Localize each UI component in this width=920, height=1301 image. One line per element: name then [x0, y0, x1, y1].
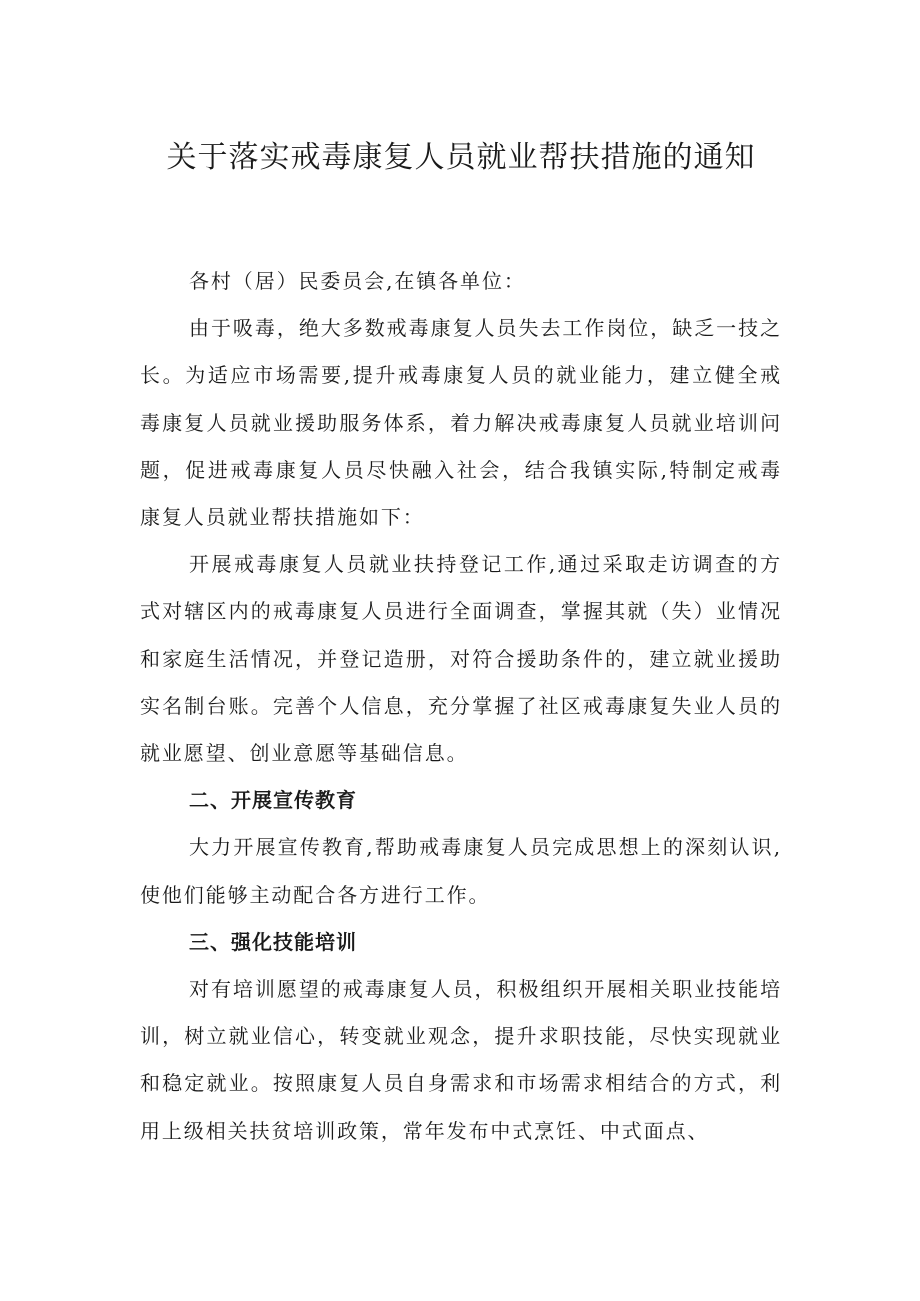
- document-body: [140, 258, 782, 1155]
- section1-paragraph: 开展戒毒康复人员就业扶持登记工作,通过采取走访调查的方式对辖区内的戒毒康复人员进行全面调查，掌握其就（失）业情况和家庭生活情况，并登记造册，对符合援助条件的，建立就业援助实名制台账。完善个人信息，充分掌握了社区戒毒康复失业人员的就业愿望、创业意愿等基础信息。: [140, 552, 782, 766]
- section3-heading: 三、强化技能培训: [189, 929, 357, 954]
- section3-paragraph: 对有培训愿望的戒毒康复人员，积极组织开展相关职业技能培训，树立就业信心，转变就业观念，提升求职技能，尽快实现就业和稳定就业。按照康复人员自身需求和市场需求相结合的方式，利用上级相关扶贫培训政策，常年发布中式烹饪、中式面点、: [140, 977, 782, 1143]
- salutation: 各村（居）民委员会,在镇各单位：: [189, 269, 526, 293]
- document-title: 关于落实戒毒康复人员就业帮扶措施的通知: [166, 140, 756, 175]
- intro-paragraph: 由于吸毒，绝大多数戒毒康复人员失去工作岗位，缺乏一技之长。为适应市场需要,提升戒毒康复人员的就业能力，建立健全戒毒康复人员就业援助服务体系，着力解决戒毒康复人员就业培训问题，促进戒毒康复人员尽快融入社会，结合我镇实际,特制定戒毒康复人员就业帮扶措施如下：: [140, 316, 782, 530]
- section2-heading: 二、开展宣传教育: [189, 788, 357, 813]
- section2-paragraph: 大力开展宣传教育,帮助戒毒康复人员完成思想上的深刻认识,使他们能够主动配合各方进行工作。: [140, 835, 782, 907]
